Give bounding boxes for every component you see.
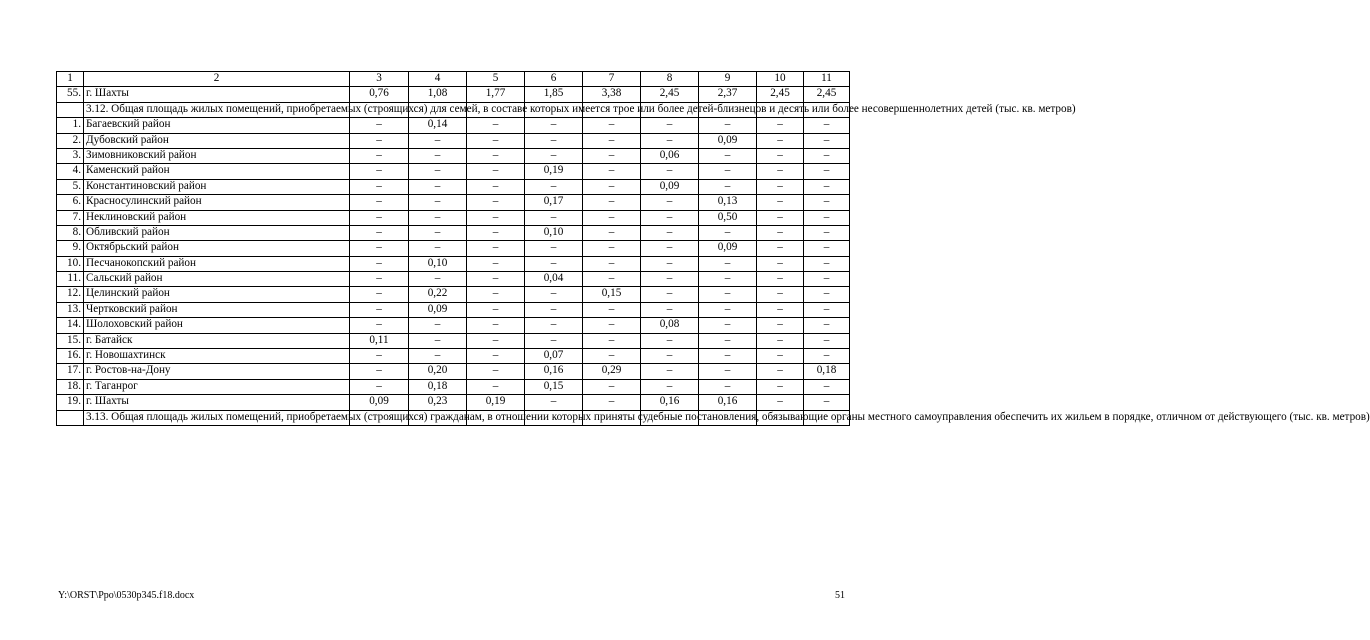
row-number: 15. xyxy=(57,333,84,348)
table-row xyxy=(57,395,850,410)
row-name: г. Таганрог xyxy=(84,379,350,394)
value-cell: – xyxy=(804,164,850,179)
value-cell: – xyxy=(409,133,467,148)
value-cell: 0,16 xyxy=(525,364,583,379)
value-cell: – xyxy=(699,379,757,394)
value-cell: – xyxy=(699,179,757,194)
value-cell: – xyxy=(641,241,699,256)
data-table xyxy=(56,71,1370,426)
table-row xyxy=(57,148,850,163)
row-name: г. Батайск xyxy=(84,333,350,348)
value-cell: 0,23 xyxy=(409,395,467,410)
value-cell: – xyxy=(409,349,467,364)
table-row xyxy=(57,333,850,348)
value-cell: – xyxy=(757,349,804,364)
row-number: 18. xyxy=(57,379,84,394)
value-cell: – xyxy=(467,241,525,256)
value-cell: – xyxy=(350,287,409,302)
table-row xyxy=(57,302,850,317)
value-cell: – xyxy=(804,318,850,333)
section-title: 3.12. Общая площадь жилых помещений, приобретаемых (строящихся) для семей, в составе которых имеется трое или более детей-близнецов и десять или более несовершеннолетних детей (тыс. кв. метров) xyxy=(84,102,350,117)
row-number: 4. xyxy=(57,164,84,179)
row-name: Целинский район xyxy=(84,287,350,302)
value-cell: – xyxy=(467,302,525,317)
value-cell: – xyxy=(467,318,525,333)
value-cell: – xyxy=(583,241,641,256)
value-cell: – xyxy=(350,195,409,210)
value-cell: 3,38 xyxy=(583,87,641,102)
value-cell: – xyxy=(350,179,409,194)
column-number-cell: 9 xyxy=(699,72,757,87)
value-cell: 0,09 xyxy=(409,302,467,317)
value-cell: 0,13 xyxy=(699,195,757,210)
value-cell: – xyxy=(350,364,409,379)
value-cell: – xyxy=(699,225,757,240)
table-row xyxy=(57,195,850,210)
value-cell: – xyxy=(409,179,467,194)
empty-cell xyxy=(57,102,84,117)
value-cell: 0,06 xyxy=(641,148,699,163)
page-number: 51 xyxy=(835,590,845,601)
value-cell: – xyxy=(699,349,757,364)
value-cell: – xyxy=(583,349,641,364)
value-cell: – xyxy=(757,118,804,133)
value-cell: – xyxy=(641,287,699,302)
value-cell: – xyxy=(583,302,641,317)
value-cell: – xyxy=(804,210,850,225)
value-cell: – xyxy=(350,210,409,225)
column-number-cell: 5 xyxy=(467,72,525,87)
section-title-row xyxy=(57,102,850,117)
row-name: Зимовниковский район xyxy=(84,148,350,163)
value-cell: – xyxy=(583,164,641,179)
value-cell: – xyxy=(583,195,641,210)
value-cell: – xyxy=(583,148,641,163)
value-cell: – xyxy=(757,164,804,179)
table-row xyxy=(57,87,850,102)
column-number-row xyxy=(57,72,850,87)
value-cell: – xyxy=(757,333,804,348)
row-number: 55. xyxy=(57,87,84,102)
value-cell: 0,19 xyxy=(467,395,525,410)
value-cell: – xyxy=(804,272,850,287)
row-number: 9. xyxy=(57,241,84,256)
row-number: 5. xyxy=(57,179,84,194)
value-cell: – xyxy=(641,272,699,287)
value-cell: 0,09 xyxy=(699,241,757,256)
value-cell: – xyxy=(804,118,850,133)
value-cell: 0,08 xyxy=(641,318,699,333)
row-number: 17. xyxy=(57,364,84,379)
table-row xyxy=(57,133,850,148)
value-cell: – xyxy=(525,287,583,302)
value-cell: – xyxy=(757,379,804,394)
row-name: г. Ростов-на-Дону xyxy=(84,364,350,379)
table-row xyxy=(57,179,850,194)
value-cell: – xyxy=(804,256,850,271)
value-cell: – xyxy=(350,241,409,256)
value-cell: – xyxy=(757,318,804,333)
section-title-row xyxy=(57,410,850,425)
value-cell: 0,50 xyxy=(699,210,757,225)
row-name: Неклиновский район xyxy=(84,210,350,225)
value-cell: – xyxy=(583,318,641,333)
value-cell: – xyxy=(757,272,804,287)
value-cell: – xyxy=(804,179,850,194)
value-cell: – xyxy=(467,133,525,148)
value-cell: – xyxy=(525,302,583,317)
value-cell: 0,15 xyxy=(525,379,583,394)
row-number: 7. xyxy=(57,210,84,225)
column-number-cell: 7 xyxy=(583,72,641,87)
table-row xyxy=(57,349,850,364)
value-cell: – xyxy=(350,225,409,240)
section-title: 3.13. Общая площадь жилых помещений, приобретаемых (строящихся) гражданам, в отношении которых приняты судебные постановления, обязывающие органы местного самоуправления обеспечить их жильем в порядке, отличном от действующего (тыс. кв. метров) xyxy=(84,410,350,425)
value-cell: 0,09 xyxy=(350,395,409,410)
value-cell: – xyxy=(525,395,583,410)
row-name: Красносулинский район xyxy=(84,195,350,210)
value-cell: 0,16 xyxy=(641,395,699,410)
table-row xyxy=(57,272,850,287)
value-cell: – xyxy=(699,287,757,302)
value-cell: – xyxy=(757,395,804,410)
value-cell: – xyxy=(757,241,804,256)
footer-file-path: Y:\ORST\Ppo\0530p345.f18.docx xyxy=(58,590,195,601)
value-cell: – xyxy=(583,333,641,348)
row-name: Дубовский район xyxy=(84,133,350,148)
table-row xyxy=(57,379,850,394)
value-cell: – xyxy=(350,302,409,317)
value-cell: – xyxy=(757,179,804,194)
value-cell: 1,85 xyxy=(525,87,583,102)
value-cell: 0,09 xyxy=(641,179,699,194)
value-cell: – xyxy=(641,349,699,364)
value-cell: – xyxy=(583,256,641,271)
value-cell: – xyxy=(757,287,804,302)
value-cell: – xyxy=(525,256,583,271)
value-cell: 0,16 xyxy=(699,395,757,410)
value-cell: – xyxy=(409,241,467,256)
value-cell: – xyxy=(804,395,850,410)
table-row xyxy=(57,225,850,240)
value-cell: – xyxy=(641,210,699,225)
table-row xyxy=(57,256,850,271)
value-cell: – xyxy=(350,349,409,364)
value-cell: – xyxy=(641,302,699,317)
value-cell: – xyxy=(467,164,525,179)
column-number-cell: 3 xyxy=(350,72,409,87)
row-name: Сальский район xyxy=(84,272,350,287)
row-name: г. Шахты xyxy=(84,87,350,102)
value-cell: – xyxy=(525,318,583,333)
row-name: г. Шахты xyxy=(84,395,350,410)
column-number-cell: 1 xyxy=(57,72,84,87)
value-cell: – xyxy=(699,364,757,379)
value-cell: – xyxy=(350,133,409,148)
value-cell: – xyxy=(757,364,804,379)
value-cell: 0,29 xyxy=(583,364,641,379)
value-cell: – xyxy=(583,272,641,287)
value-cell: 0,20 xyxy=(409,364,467,379)
value-cell: – xyxy=(804,333,850,348)
value-cell: – xyxy=(757,210,804,225)
value-cell: – xyxy=(699,256,757,271)
value-cell: – xyxy=(757,256,804,271)
row-name: Багаевский район xyxy=(84,118,350,133)
row-name: Октябрьский район xyxy=(84,241,350,256)
value-cell: – xyxy=(583,133,641,148)
value-cell: 0,10 xyxy=(409,256,467,271)
value-cell: – xyxy=(757,302,804,317)
row-number: 14. xyxy=(57,318,84,333)
row-number: 16. xyxy=(57,349,84,364)
value-cell: – xyxy=(804,302,850,317)
row-name: г. Новошахтинск xyxy=(84,349,350,364)
value-cell: – xyxy=(525,333,583,348)
table-row xyxy=(57,118,850,133)
value-cell: – xyxy=(699,318,757,333)
value-cell: – xyxy=(467,118,525,133)
table-row xyxy=(57,210,850,225)
value-cell: – xyxy=(583,379,641,394)
value-cell: – xyxy=(467,148,525,163)
value-cell: 2,45 xyxy=(641,87,699,102)
row-number: 13. xyxy=(57,302,84,317)
value-cell: – xyxy=(804,195,850,210)
row-name: Чертковский район xyxy=(84,302,350,317)
row-name: Обливский район xyxy=(84,225,350,240)
value-cell: – xyxy=(350,118,409,133)
value-cell: – xyxy=(525,179,583,194)
value-cell: – xyxy=(350,164,409,179)
value-cell: – xyxy=(641,133,699,148)
value-cell: – xyxy=(409,272,467,287)
column-number-cell: 2 xyxy=(84,72,350,87)
value-cell: – xyxy=(583,395,641,410)
value-cell: – xyxy=(804,241,850,256)
value-cell: – xyxy=(350,318,409,333)
value-cell: – xyxy=(467,349,525,364)
value-cell: – xyxy=(699,164,757,179)
value-cell: 0,19 xyxy=(525,164,583,179)
value-cell: – xyxy=(699,302,757,317)
table-body xyxy=(57,72,1370,426)
value-cell: 0,18 xyxy=(804,364,850,379)
value-cell: – xyxy=(699,333,757,348)
value-cell: – xyxy=(525,241,583,256)
value-cell: – xyxy=(525,148,583,163)
value-cell: – xyxy=(804,349,850,364)
table-row xyxy=(57,318,850,333)
value-cell: – xyxy=(699,272,757,287)
value-cell: 0,17 xyxy=(525,195,583,210)
table-row xyxy=(57,164,850,179)
value-cell: – xyxy=(467,195,525,210)
value-cell: – xyxy=(804,225,850,240)
row-number: 11. xyxy=(57,272,84,287)
value-cell: 0,15 xyxy=(583,287,641,302)
row-name: Шолоховский район xyxy=(84,318,350,333)
column-number-cell: 11 xyxy=(804,72,850,87)
column-number-cell: 4 xyxy=(409,72,467,87)
row-name: Константиновский район xyxy=(84,179,350,194)
value-cell: – xyxy=(757,133,804,148)
row-number: 1. xyxy=(57,118,84,133)
value-cell: – xyxy=(467,287,525,302)
value-cell: – xyxy=(467,379,525,394)
value-cell: – xyxy=(525,210,583,225)
value-cell: – xyxy=(804,379,850,394)
row-number: 19. xyxy=(57,395,84,410)
row-name: Каменский район xyxy=(84,164,350,179)
empty-cell xyxy=(57,410,84,425)
value-cell: – xyxy=(583,118,641,133)
value-cell: – xyxy=(525,133,583,148)
value-cell: – xyxy=(467,272,525,287)
value-cell: – xyxy=(467,256,525,271)
value-cell: – xyxy=(350,148,409,163)
column-number-cell: 10 xyxy=(757,72,804,87)
row-number: 6. xyxy=(57,195,84,210)
value-cell: – xyxy=(409,210,467,225)
value-cell: 2,45 xyxy=(757,87,804,102)
value-cell: – xyxy=(583,179,641,194)
column-number-cell: 8 xyxy=(641,72,699,87)
value-cell: – xyxy=(641,333,699,348)
value-cell: – xyxy=(467,364,525,379)
value-cell: 0,76 xyxy=(350,87,409,102)
value-cell: 1,77 xyxy=(467,87,525,102)
value-cell: – xyxy=(757,225,804,240)
value-cell: – xyxy=(409,164,467,179)
table-row xyxy=(57,241,850,256)
value-cell: – xyxy=(804,133,850,148)
row-number: 3. xyxy=(57,148,84,163)
value-cell: – xyxy=(467,225,525,240)
value-cell: – xyxy=(641,118,699,133)
value-cell: 2,37 xyxy=(699,87,757,102)
value-cell: – xyxy=(409,333,467,348)
value-cell: – xyxy=(641,195,699,210)
row-number: 12. xyxy=(57,287,84,302)
row-number: 8. xyxy=(57,225,84,240)
value-cell: – xyxy=(757,195,804,210)
value-cell: – xyxy=(583,210,641,225)
value-cell: 0,04 xyxy=(525,272,583,287)
value-cell: – xyxy=(350,379,409,394)
value-cell: – xyxy=(350,272,409,287)
value-cell: – xyxy=(409,318,467,333)
value-cell: 0,10 xyxy=(525,225,583,240)
row-number: 10. xyxy=(57,256,84,271)
value-cell: 0,22 xyxy=(409,287,467,302)
value-cell: 2,45 xyxy=(804,87,850,102)
value-cell: – xyxy=(699,118,757,133)
value-cell: 0,07 xyxy=(525,349,583,364)
value-cell: – xyxy=(525,118,583,133)
value-cell: – xyxy=(641,379,699,394)
value-cell: 1,08 xyxy=(409,87,467,102)
column-number-cell: 6 xyxy=(525,72,583,87)
value-cell: 0,14 xyxy=(409,118,467,133)
value-cell: – xyxy=(409,225,467,240)
value-cell: – xyxy=(467,333,525,348)
value-cell: – xyxy=(699,148,757,163)
table-row xyxy=(57,287,850,302)
value-cell: – xyxy=(409,148,467,163)
value-cell: – xyxy=(467,179,525,194)
value-cell: 0,18 xyxy=(409,379,467,394)
value-cell: – xyxy=(641,225,699,240)
value-cell: – xyxy=(804,148,850,163)
value-cell: – xyxy=(350,256,409,271)
table-row xyxy=(57,364,850,379)
value-cell: – xyxy=(467,210,525,225)
value-cell: – xyxy=(409,195,467,210)
value-cell: – xyxy=(641,256,699,271)
value-cell: – xyxy=(804,287,850,302)
row-number: 2. xyxy=(57,133,84,148)
value-cell: 0,09 xyxy=(699,133,757,148)
row-name: Песчанокопский район xyxy=(84,256,350,271)
value-cell: – xyxy=(757,148,804,163)
value-cell: – xyxy=(641,364,699,379)
value-cell: – xyxy=(641,164,699,179)
value-cell: – xyxy=(583,225,641,240)
value-cell: 0,11 xyxy=(350,333,409,348)
